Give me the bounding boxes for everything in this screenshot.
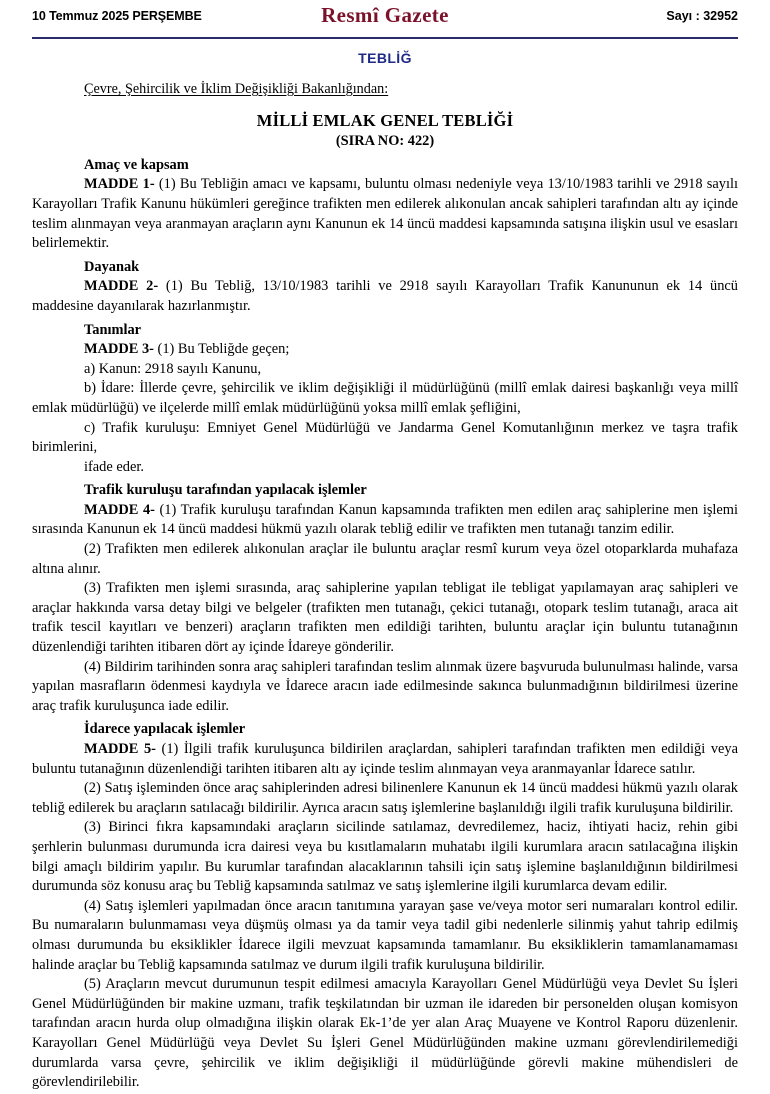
section-paragraph (32, 540, 738, 579)
publication-date: 10 Temmuz 2025 PERŞEMBE (32, 9, 202, 23)
paragraph-text: (4) Bildirim tarihinden sonra araç sahipleri tarafından teslim alınmak üzere başvuruda bulunulması halinde, varsa yapılan masrafların ödenmesi kaydıyla ve İdarece aracın iade edilmesinde sakınca bulunmadığının bildirilmesi üzerine araç trafik kuruluşunca iade edilir. (32, 658, 738, 714)
section-paragraph (32, 340, 738, 360)
section-paragraph (32, 975, 738, 1093)
paragraph-text: (1) Bu Tebliğde geçen; (153, 341, 290, 358)
paragraph-text: a) Kanun: 2918 sayılı Kanunu, (84, 360, 262, 377)
paragraph-text: c) Trafik kuruluşu: Emniyet Genel Müdürlüğü ve Jandarma Genel Komutanlığının merkez ve taşra trafik birimlerini, (32, 419, 738, 456)
section-paragraph (32, 579, 738, 657)
section-paragraph (32, 818, 738, 896)
paragraph-text: (1) Bu Tebliğ, 13/10/1983 tarihli ve 2918 sayılı Karayolları Trafik Kanununun ek 14 üncü maddesine dayanılarak hazırlanmıştır. (32, 278, 738, 314)
article-label: MADDE 2- (84, 278, 159, 295)
section-paragraph (32, 379, 738, 418)
section-paragraph (32, 658, 738, 717)
section-heading: Amaç ve kapsam (84, 156, 189, 173)
issuing-ministry: Çevre, Şehircilik ve İklim Değişikliği Bakanlığından: (84, 81, 389, 97)
section-kind-heading: TEBLİĞ (358, 50, 412, 66)
paragraph-text: (1) Bu Tebliğin amacı ve kapsamı, buluntu olması nedeniyle veya 13/10/1983 tarihli ve 2918 sayılı Karayolları Trafik Kanunu hükümleri gereğince trafikten men edilerek alıkonulan ancak sahipleri tarafından altı ay içinde teslim alınmayan veya aranmayan araçların aynı Kanunun ek 14 üncü maddesi kapsamında satışına ilişkin usul ve esasları belirlemektir. (32, 176, 738, 252)
article-section (32, 720, 738, 1092)
paragraph-text: b) İdare: İllerde çevre, şehircilik ve iklim değişikliği il müdürlüğünü (millî emlak dairesi başkanlığı veya millî emlak müdürlüğü) ve ilçelerde millî emlak müdürlüğünü yoksa millî emlak şefliğini, (32, 380, 738, 416)
document-title: MİLLİ EMLAK GENEL TEBLİĞİ (256, 110, 514, 130)
paragraph-text: (2) Trafikten men edilerek alıkonulan araçlar ile buluntu araçlar resmî kurum veya özel otoparklarda muhafaza altına alınır. (32, 541, 738, 577)
gazette-title: Resmî Gazete (321, 3, 449, 27)
paragraph-text: (3) Birinci fıkra kapsamındaki araçların sicilinde satılamaz, devredilemez, haciz, ihtiyati haciz, rehin gibi şerhlerin bulunması durumunda icra dairesi veya bu kısıtlamaların muhatabı ilgili kurumlara aracın satılacağına ilişkin bilgi amaçlı bildirim yapılır. Bu kurumlar tarafından alacaklarının tahsili için satış işlemine başlanıldığının bildirilmesi durumunda söz konusu araç bu Tebliğ kapsamında satılmaz ve satış işlemlerine ilgili kurumlarca devam edilir. (32, 819, 738, 895)
document-subtitle: (SIRA NO: 422) (335, 133, 435, 150)
section-paragraph (32, 360, 738, 380)
masthead (32, 3, 738, 36)
section-paragraph (32, 897, 738, 975)
article-section (32, 258, 738, 317)
document-body (32, 80, 738, 1093)
issue-number: Sayı : 32952 (666, 9, 738, 23)
article-label: MADDE 1- (84, 176, 155, 193)
article-section (32, 156, 738, 254)
article-label: MADDE 4- (84, 501, 155, 518)
section-heading: Dayanak (84, 258, 140, 275)
paragraph-text: (1) Trafik kuruluşu tarafından Kanun kapsamında trafikten men edilen araç sahiplerine men işlemi sırasında Kanunun ek 14 üncü maddesi hükmü yazılı olarak tebliğ edilir ve trafikten men tutanağı tanzim edilir. (32, 501, 738, 538)
section-heading: Tanımlar (84, 321, 142, 338)
paragraph-text: (1) İlgili trafik kuruluşunca bildirilen araçlardan, sahipleri tarafından trafikten men edildiği veya buluntu tutanağının düzenlendiği tarihten itibaren altı ay içinde teslim alınmayan veya aranmayanlar İdarece satılır. (32, 741, 738, 777)
section-paragraph (32, 175, 738, 253)
section-heading: İdarece yapılacak işlemler (84, 721, 246, 738)
section-paragraph (32, 419, 738, 458)
paragraph-text: (3) Trafikten men işlemi sırasında, araç sahiplerine yapılan tebligat ile tebligat yapılamayan araç sahipleri ve araçlar hakkında varsa detay bilgi ve belgeler (trafikten men tutanağı, çekici tutanağı, otopark teslim tutanağı, araca ait trafik tescil kayıtları ve benzeri) araçların trafikten men edildiği tarihten, buluntu araçlar için buluntu tutanağının düzenlendiği tarihten itibaren dört ay içinde İdareye gönderilir. (32, 580, 738, 656)
section-paragraph (32, 277, 738, 316)
paragraph-text: (5) Araçların mevcut durumunun tespit edilmesi amacıyla Karayolları Genel Müdürlüğü veya Devlet Su İşleri Genel Müdürlüğünden bir makine uzmanı, trafik teşkilatından bir uzman ile idareden bir personelden oluşan komisyon tarafından aracın hurda olup olmadığına ilişkin olarak Ek-1’de yer alan Araç Muayene ve Kontrol Raporu düzenlenir. Karayolları Genel Müdürlüğü veya Devlet Su İşleri Genel Müdürlüğünden makine uzmanı görevlendirilemediği durumlarda varsa çevre, şehircilik ve iklim değişikliği il müdürlüğünde görevli makine mühendisleri de görevlendirilebilir. (32, 976, 738, 1091)
paragraph-text: (4) Satış işlemleri yapılmadan önce aracın tanıtımına yarayan şase ve/veya motor seri numaraları kontrol edilir. Bu numaraların bulunmaması veya düşmüş olması ya da tamir veya tadil gibi nedenlerle silinmiş yahut tahrip edilmiş olması durumunda bu eksiklikler İdarece ilgili mevzuat kapsamında tamamlanır. Bu eksikliklerin tamamlanamaması halinde araçlar bu Tebliğ kapsamında satılmaz ve durum ilgili trafik kuruluşuna bildirilir. (32, 897, 738, 973)
section-paragraph (32, 779, 738, 818)
article-section (32, 321, 738, 478)
paragraph-text: (2) Satış işleminden önce araç sahiplerinden adresi bilinenlere Kanunun ek 14 üncü maddesi hükmü yazılı olarak tebliğ edilerek bu araçların satılacağı bildirilir. Ayrıca aracın satış işlemlerine başlanıldığı ilgili trafik kuruluşuna bildirilir. (32, 780, 738, 816)
masthead-divider (32, 37, 738, 39)
section-heading: Trafik kuruluşu tarafından yapılacak işlemler (84, 482, 367, 499)
paragraph-text: ifade eder. (84, 458, 144, 475)
article-section (32, 481, 738, 716)
section-paragraph (32, 458, 738, 478)
article-label: MADDE 3- (84, 341, 154, 358)
section-paragraph (32, 501, 738, 540)
section-paragraph (32, 740, 738, 779)
document-sections (32, 156, 738, 1093)
gazette-page (0, 3, 770, 1094)
article-label: MADDE 5- (84, 741, 156, 757)
